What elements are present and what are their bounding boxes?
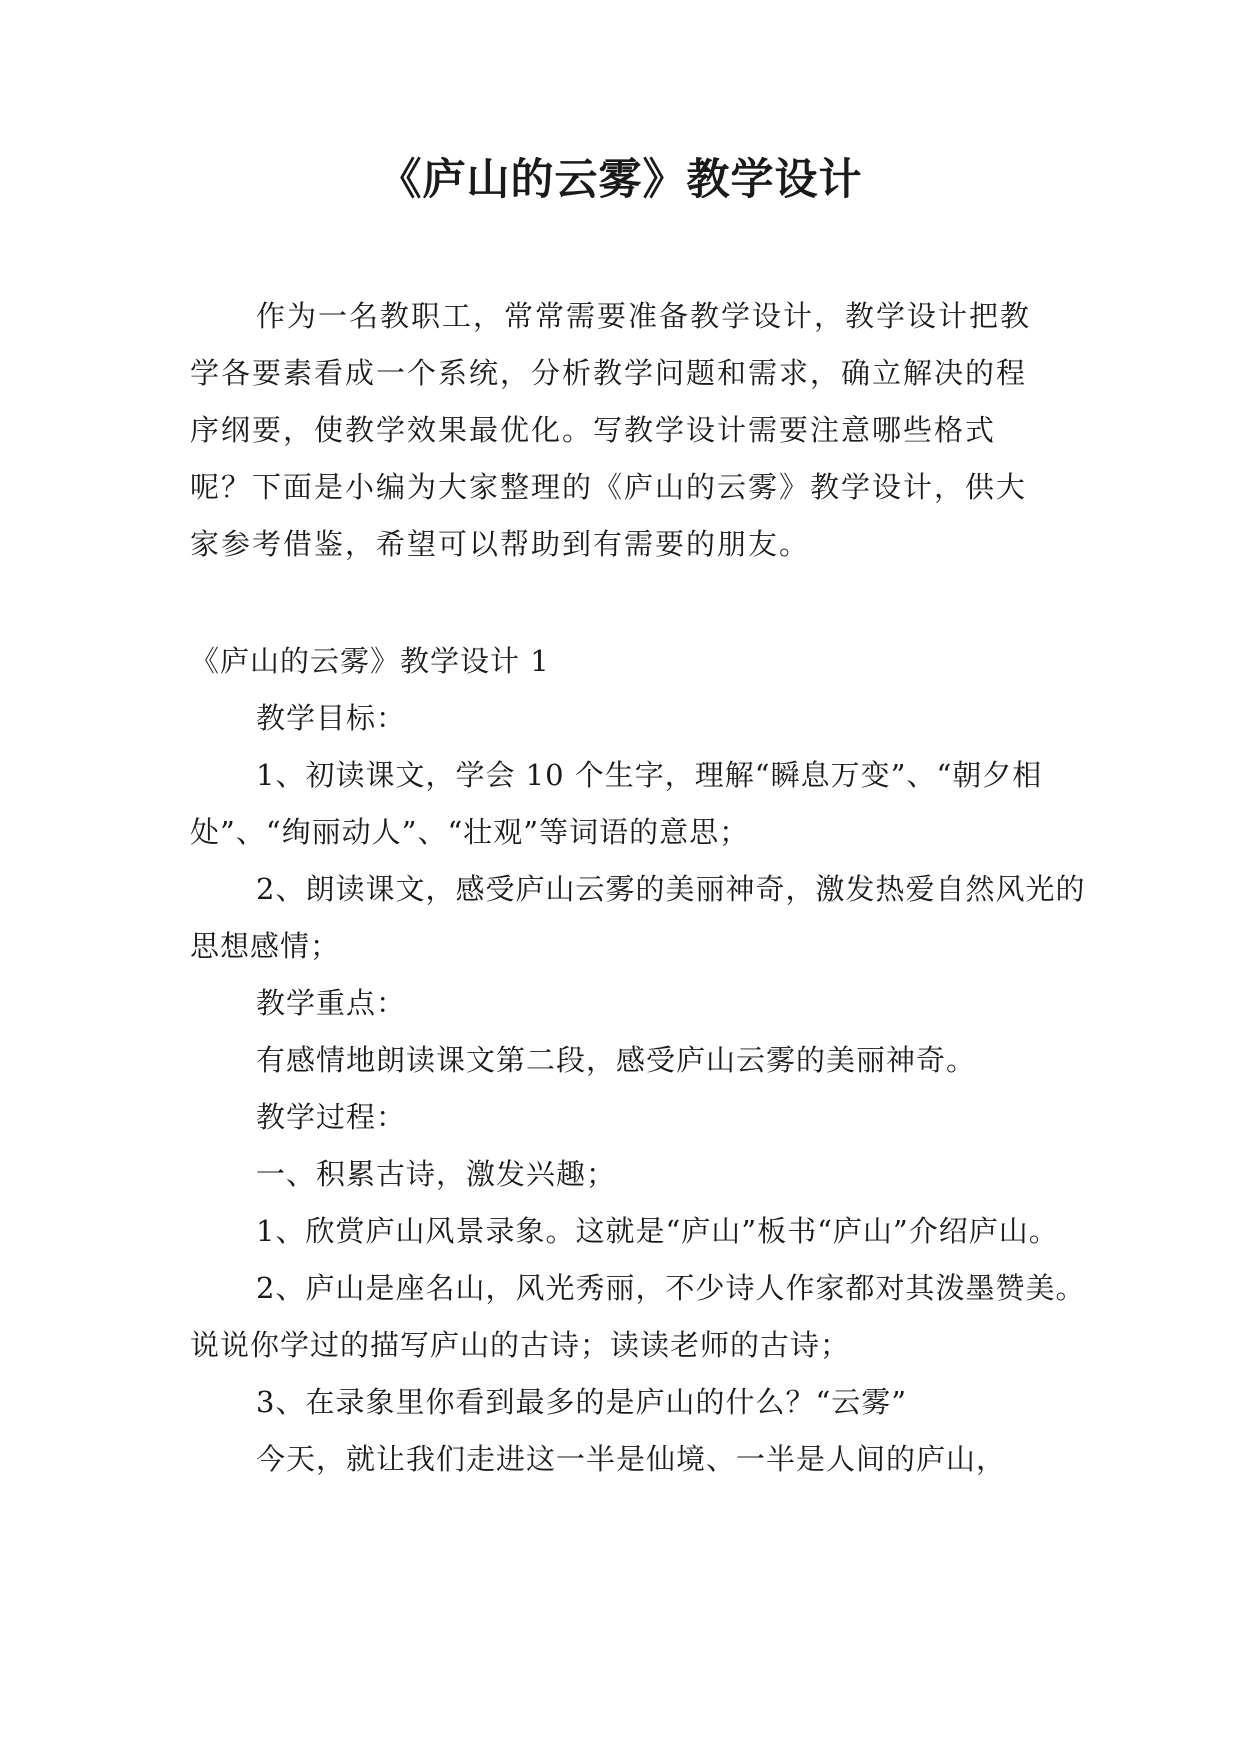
- process-item-1: 1、欣赏庐山风景录象。这就是“庐山”板书“庐山”介绍庐山。: [256, 1214, 1059, 1248]
- key-point-heading: 教学重点：: [256, 986, 407, 1020]
- key-point-text: 有感情地朗读课文第二段，感受庐山云雾的美丽神奇。: [256, 1043, 977, 1077]
- objective-1: 1、初读课文，学会 10 个生字，理解“瞬息万变”、“朝夕相处”、“绚丽动人”、“壮观”等词语的意思；: [190, 758, 1043, 849]
- objective-2: 2、朗读课文，感受庐山云雾的美丽神奇，激发热爱自然风光的思想感情；: [190, 872, 1086, 963]
- section-block: [190, 633, 1090, 1488]
- process-item-3: 3、在录象里你看到最多的是庐山的什么？“云雾”: [256, 1385, 908, 1419]
- process-step-heading: 一、积累古诗，激发兴趣；: [256, 1157, 617, 1191]
- objectives-heading: 教学目标：: [256, 701, 407, 735]
- process-heading: 教学过程：: [256, 1100, 407, 1134]
- intro-block: [190, 288, 1050, 573]
- intro-paragraph: 作为一名教职工，常常需要准备教学设计，教学设计把教学各要素看成一个系统，分析教学问题和需求，确立解决的程序纲要，使教学效果最优化。写教学设计需要注意哪些格式呢？下面是小编为大家整理的《庐山的云雾》教学设计，供大家参考借鉴，希望可以帮助到有需要的朋友。: [190, 299, 1032, 561]
- process-item-4: 今天，就让我们走进这一半是仙境、一半是人间的庐山，: [256, 1442, 1007, 1476]
- process-item-2: 2、庐山是座名山，风光秀丽，不少诗人作家都对其泼墨赞美。说说你学过的描写庐山的古诗；读读老师的古诗；: [190, 1271, 1086, 1362]
- section-heading: 《庐山的云雾》教学设计 1: [190, 644, 550, 678]
- document-title: 《庐山的云雾》教学设计: [378, 155, 863, 205]
